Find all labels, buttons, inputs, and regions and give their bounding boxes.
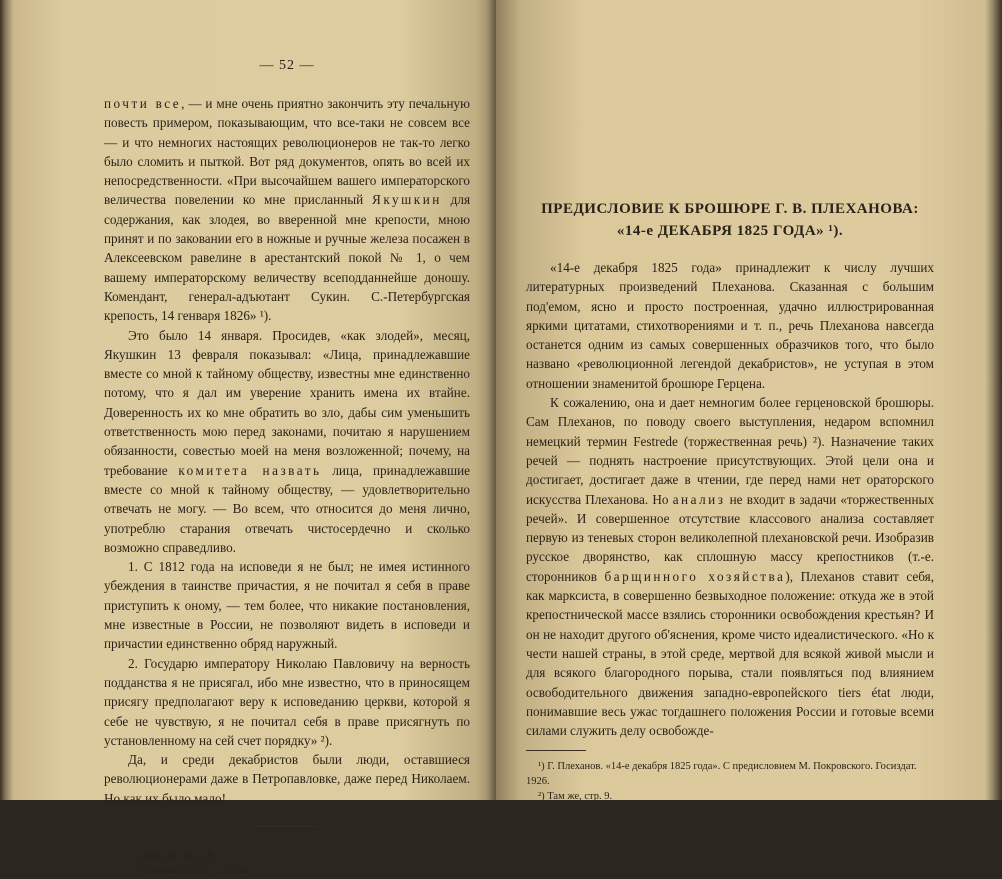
footnote: ¹) Г. Плеханов. «14-е декабря 1825 года». С предисловием М. Покровского. Госиздат. 1926. — [526, 761, 917, 788]
page-number: — 52 — — [259, 58, 315, 73]
footnote: ¹) Дело № 35, л. 8. — [134, 850, 216, 862]
footnote: ²) «Дело» № 352, л. 10 об. — [134, 865, 250, 877]
paragraph-text: , — и мне очень приятно закончить эту печальную повесть примером, показывающим, что все-таки не совсем все — и что немногих настоящих революционеров не так-то легко было сломить и пыткой. Вот ряд документов, опять во всей их непосредственности. «При высочайшем вашего императорского величества повелении ко мне присланный — [104, 96, 470, 208]
paragraph — [104, 326, 470, 558]
spaced-emphasis: комитета назвать — [178, 462, 322, 478]
footnotes — [104, 849, 470, 879]
spaced-emphasis: анализ — [672, 491, 726, 507]
paragraph — [104, 94, 470, 326]
right-page — [496, 0, 986, 803]
heading-line: «14-е ДЕКАБРЯ 1825 ГОДА» ¹). — [616, 223, 844, 239]
footnote-divider — [526, 750, 586, 751]
book-edge-right — [986, 0, 1002, 800]
left-page — [14, 0, 496, 877]
spaced-name: Якушкин — [372, 192, 442, 208]
paragraph: Да, и среди декабристов были люди, оставшиеся революционерами даже в Петропавловке, даже перед Николаем. Но как их было мало! — [104, 752, 470, 806]
book-edge-left — [0, 0, 14, 800]
paragraph-text: лица, принадлежавшие вместе со мной к тайному обществу, — удовлетворительно отвечать не могу. — Во всем, что относится до меня лично, употреблю старания отвечать чистосердечно и сколько возможно справедливо. — [104, 462, 471, 555]
chapter-heading — [526, 198, 934, 242]
section-divider — [257, 826, 317, 827]
footnotes — [526, 759, 934, 804]
paragraph: 2. Государю императору Николаю Павловичу на верность подданства я не присягал, ибо мне известно, что в приносящем присягу предполагают веру к исповеданию церкви, которой я себе не чувствую, я не почитал себя в праве присягнуть по установленному на сей счет порядку» ²). — [104, 655, 470, 748]
spaced-emphasis: барщинного хозяйства — [604, 568, 786, 584]
paragraph — [526, 393, 934, 740]
paragraph-text: ), Плеханов ставит себя, как марксиста, в совершенно безвыходное положение: откуда же в этой крепостнической массе взялись сторонники освобождения крестьян? И он не находит другого об'яснения, кроме чисто идеалистического. «Но к чести нашей страны, в этой среде, мертвой для всякой живой мысли и для всякого благородного порыва, стали появляться под влиянием освободительного движения западно-европейского tiers état люди, понимавшие весь ужас тогдашнего положения России и готовые всеми силами служить делу освобожде- — [526, 568, 934, 739]
right-page-text — [526, 258, 934, 740]
footnote: ²) Там же, стр. 9. — [538, 791, 613, 803]
paragraph-text: Это было 14 января. Просидев, «как злодей», месяц, Якушкин 13 февраля показывал: «Лица, принадлежавшие вместе со мной к тайному обществу, известны мне единственно потому, что я дал им уверение хранить имена их втайне. Доверенность их ко мне обратить во зло, дабы сим уменьшить ответственность мою перед законами, почитаю я нарушением обязанности, совестью моей на меня возложенной; почему, на требование — [104, 327, 470, 478]
paragraph-text: К сожалению, она и дает немногим более герценовской брошюры. Сам Плеханов, по поводу своего выступления, недаром вспомнил немецкий термин Festrede (торжественная речь) ²). Назначение таких речей — поднять настроение присутствующих. Этой цели она и достигает, достигает даже в чтении, где перед нами нет ораторского искусства Плеханова. Но — [526, 395, 934, 507]
paragraph-text: для содержания, как злодея, во вверенной мне крепости, мною принят и по заковании его в ножные и ручные железа посажен в Алексеевском равелине в арестантский покой № 1, о чем вашему императорскому величеству всеподданнейше доношу. Комендант, генерал-адъютант Сукин. С.-Петербургская крепость, 14 генваря 1826» ¹). — [104, 192, 471, 324]
spaced-emphasis: почти все — [104, 96, 182, 111]
left-page-text — [104, 94, 470, 808]
heading-line: ПРЕДИСЛОВИЕ К БРОШЮРЕ Г. В. ПЛЕХАНОВА: — [541, 201, 919, 217]
paragraph: 1. С 1812 года на исповеди я не был; не имея истинного убеждения в таинстве причастия, я не почитал я себя в праве приступить к оному, — тем более, что никакие постановления, мне известные в России, не позволяют видеть в исповеди и причастии единственно обряд наружный. — [104, 559, 470, 652]
paragraph: «14-е декабря 1825 года» принадлежит к числу лучших литературных произведений Плеханова. Сказанная с большим под'емом, ясно и просто построенная, удачно иллюстрированная яркими цитатами, стихотворениями и т. п., речь Плеханова навсегда останется одним из самых совершенных образчиков того, что было названо «революционной легендой декабристов», не уступая в этом отношении знаменитой брошюре Герцена. — [526, 260, 934, 391]
paragraph-text: не входит в задачи «торжественных речей». И совершенное отсутствие классового анализа составляет первую из теневых сторон великолепной плехановской речи. Изобразив русское дворянство, как сплошную массу крепостников (т.-е. сторонников — [526, 491, 934, 584]
